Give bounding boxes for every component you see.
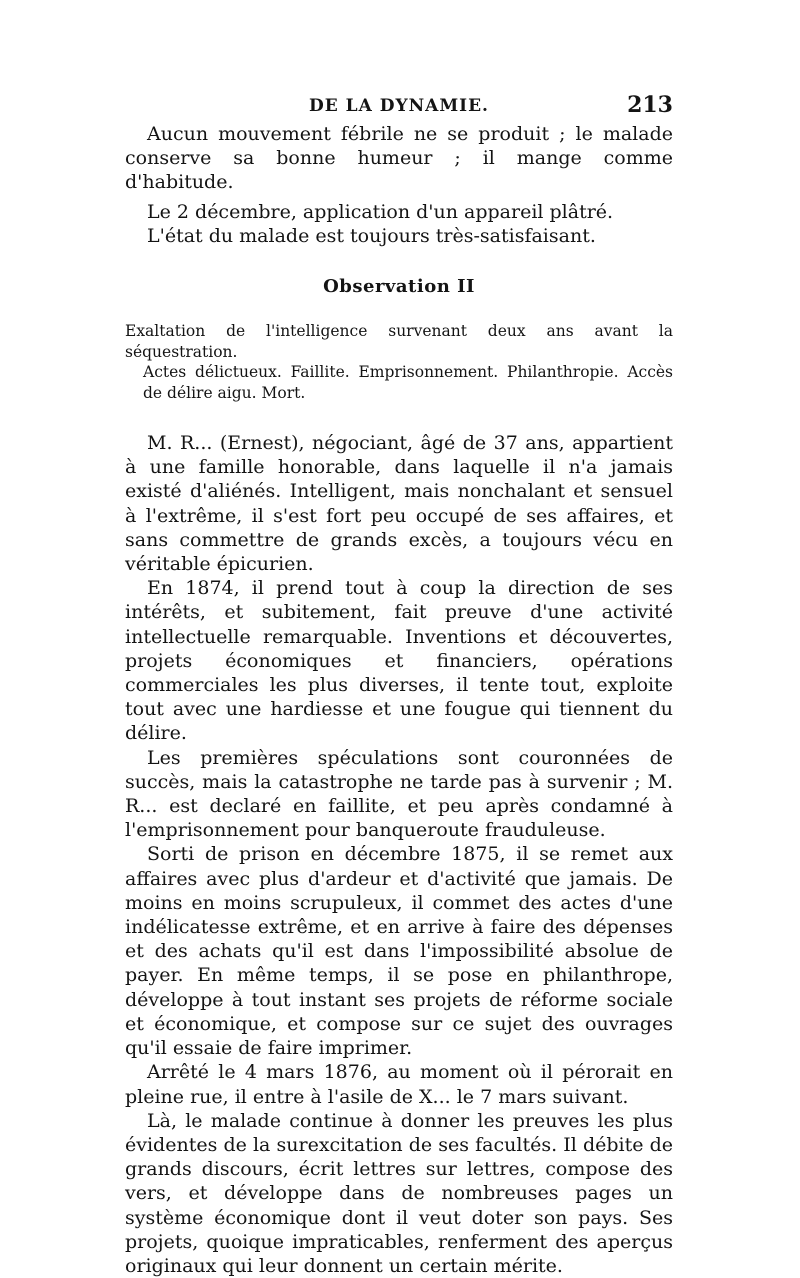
intro-paragraph-3: L'état du malade est toujours très-satisfaisant. xyxy=(147,224,596,247)
intro-paragraph-1: Aucun mouvement fébrile ne se produit ; le malade conserve sa bonne humeur ; il mange comme d'habitude. xyxy=(125,123,673,194)
intro-paragraph-2: Le 2 décembre, application d'un appareil plâtré. xyxy=(147,200,614,223)
running-head xyxy=(125,92,673,122)
page-number: 213 xyxy=(627,92,673,118)
case-paragraph-6: Là, le malade continue à donner les preuves les plus évidentes de la surexcitation de ses facultés. Il débite de grands discours, écrit lettres sur lettres, compose des vers, et développe dans de nombreuses pages un système économique dont il veut doter son pays. Ses projets, quoique impraticables, renferment des aperçus originaux qui leur donnent un certain mérite. xyxy=(125,1109,673,1277)
observation-title: Observation II xyxy=(323,276,475,298)
summary-continuation: Actes délictueux. Faillite. Emprisonnement. Philanthropie. Accès de délire aigu. Mort. xyxy=(143,363,673,402)
case-paragraph-5: Arrêté le 4 mars 1876, au moment où il pérorait en pleine rue, il entre à l'asile de X... le 7 mars suivant. xyxy=(125,1061,673,1108)
case-paragraph-4: Sorti de prison en décembre 1875, il se remet aux affaires avec plus d'ardeur et d'activité que jamais. De moins en moins scrupuleux, il commet des actes d'une indélicatesse extrême, et en arrive à faire des dépenses et des achats qu'il est dans l'impossibilité absolue de payer. En même temps, il se pose en philanthrope, développe à tout instant ses projets de réforme sociale et économique, et compose sur ce sujet des ouvrages qu'il essaie de faire imprimer. xyxy=(125,843,673,1060)
case-paragraph-2: En 1874, il prend tout à coup la direction de ses intérêts, et subitement, fait preuve d'une activité intellectuelle remarquable. Inventions et découvertes, projets économiques et financiers, opérations commerciales les plus diverses, il tente tout, exploite tout avec une hardiesse et une fougue qui tiennent du délire. xyxy=(125,577,673,745)
running-title: DE LA DYNAMIE. xyxy=(309,96,489,116)
summary-first-line: Exaltation de l'intelligence survenant deux ans avant la séquestration. xyxy=(125,322,673,361)
case-paragraph-3: Les premières spéculations sont couronnées de succès, mais la catastrophe ne tarde pas à survenir ; M. R... est declaré en faillite, et peu après condamné à l'emprisonnement pour banqueroute frauduleuse. xyxy=(125,746,673,842)
observation-summary xyxy=(125,321,673,403)
case-paragraph-1: M. R... (Ernest), négociant, âgé de 37 ans, appartient à une famille honorable, dans laquelle il n'a jamais existé d'aliénés. Intelligent, mais nonchalant et sensuel à l'extrême, il s'est fort peu occupé de ses affaires, et sans commettre de grands excès, a toujours vécu en véritable épicurien. xyxy=(125,432,673,576)
book-page xyxy=(125,92,673,1278)
